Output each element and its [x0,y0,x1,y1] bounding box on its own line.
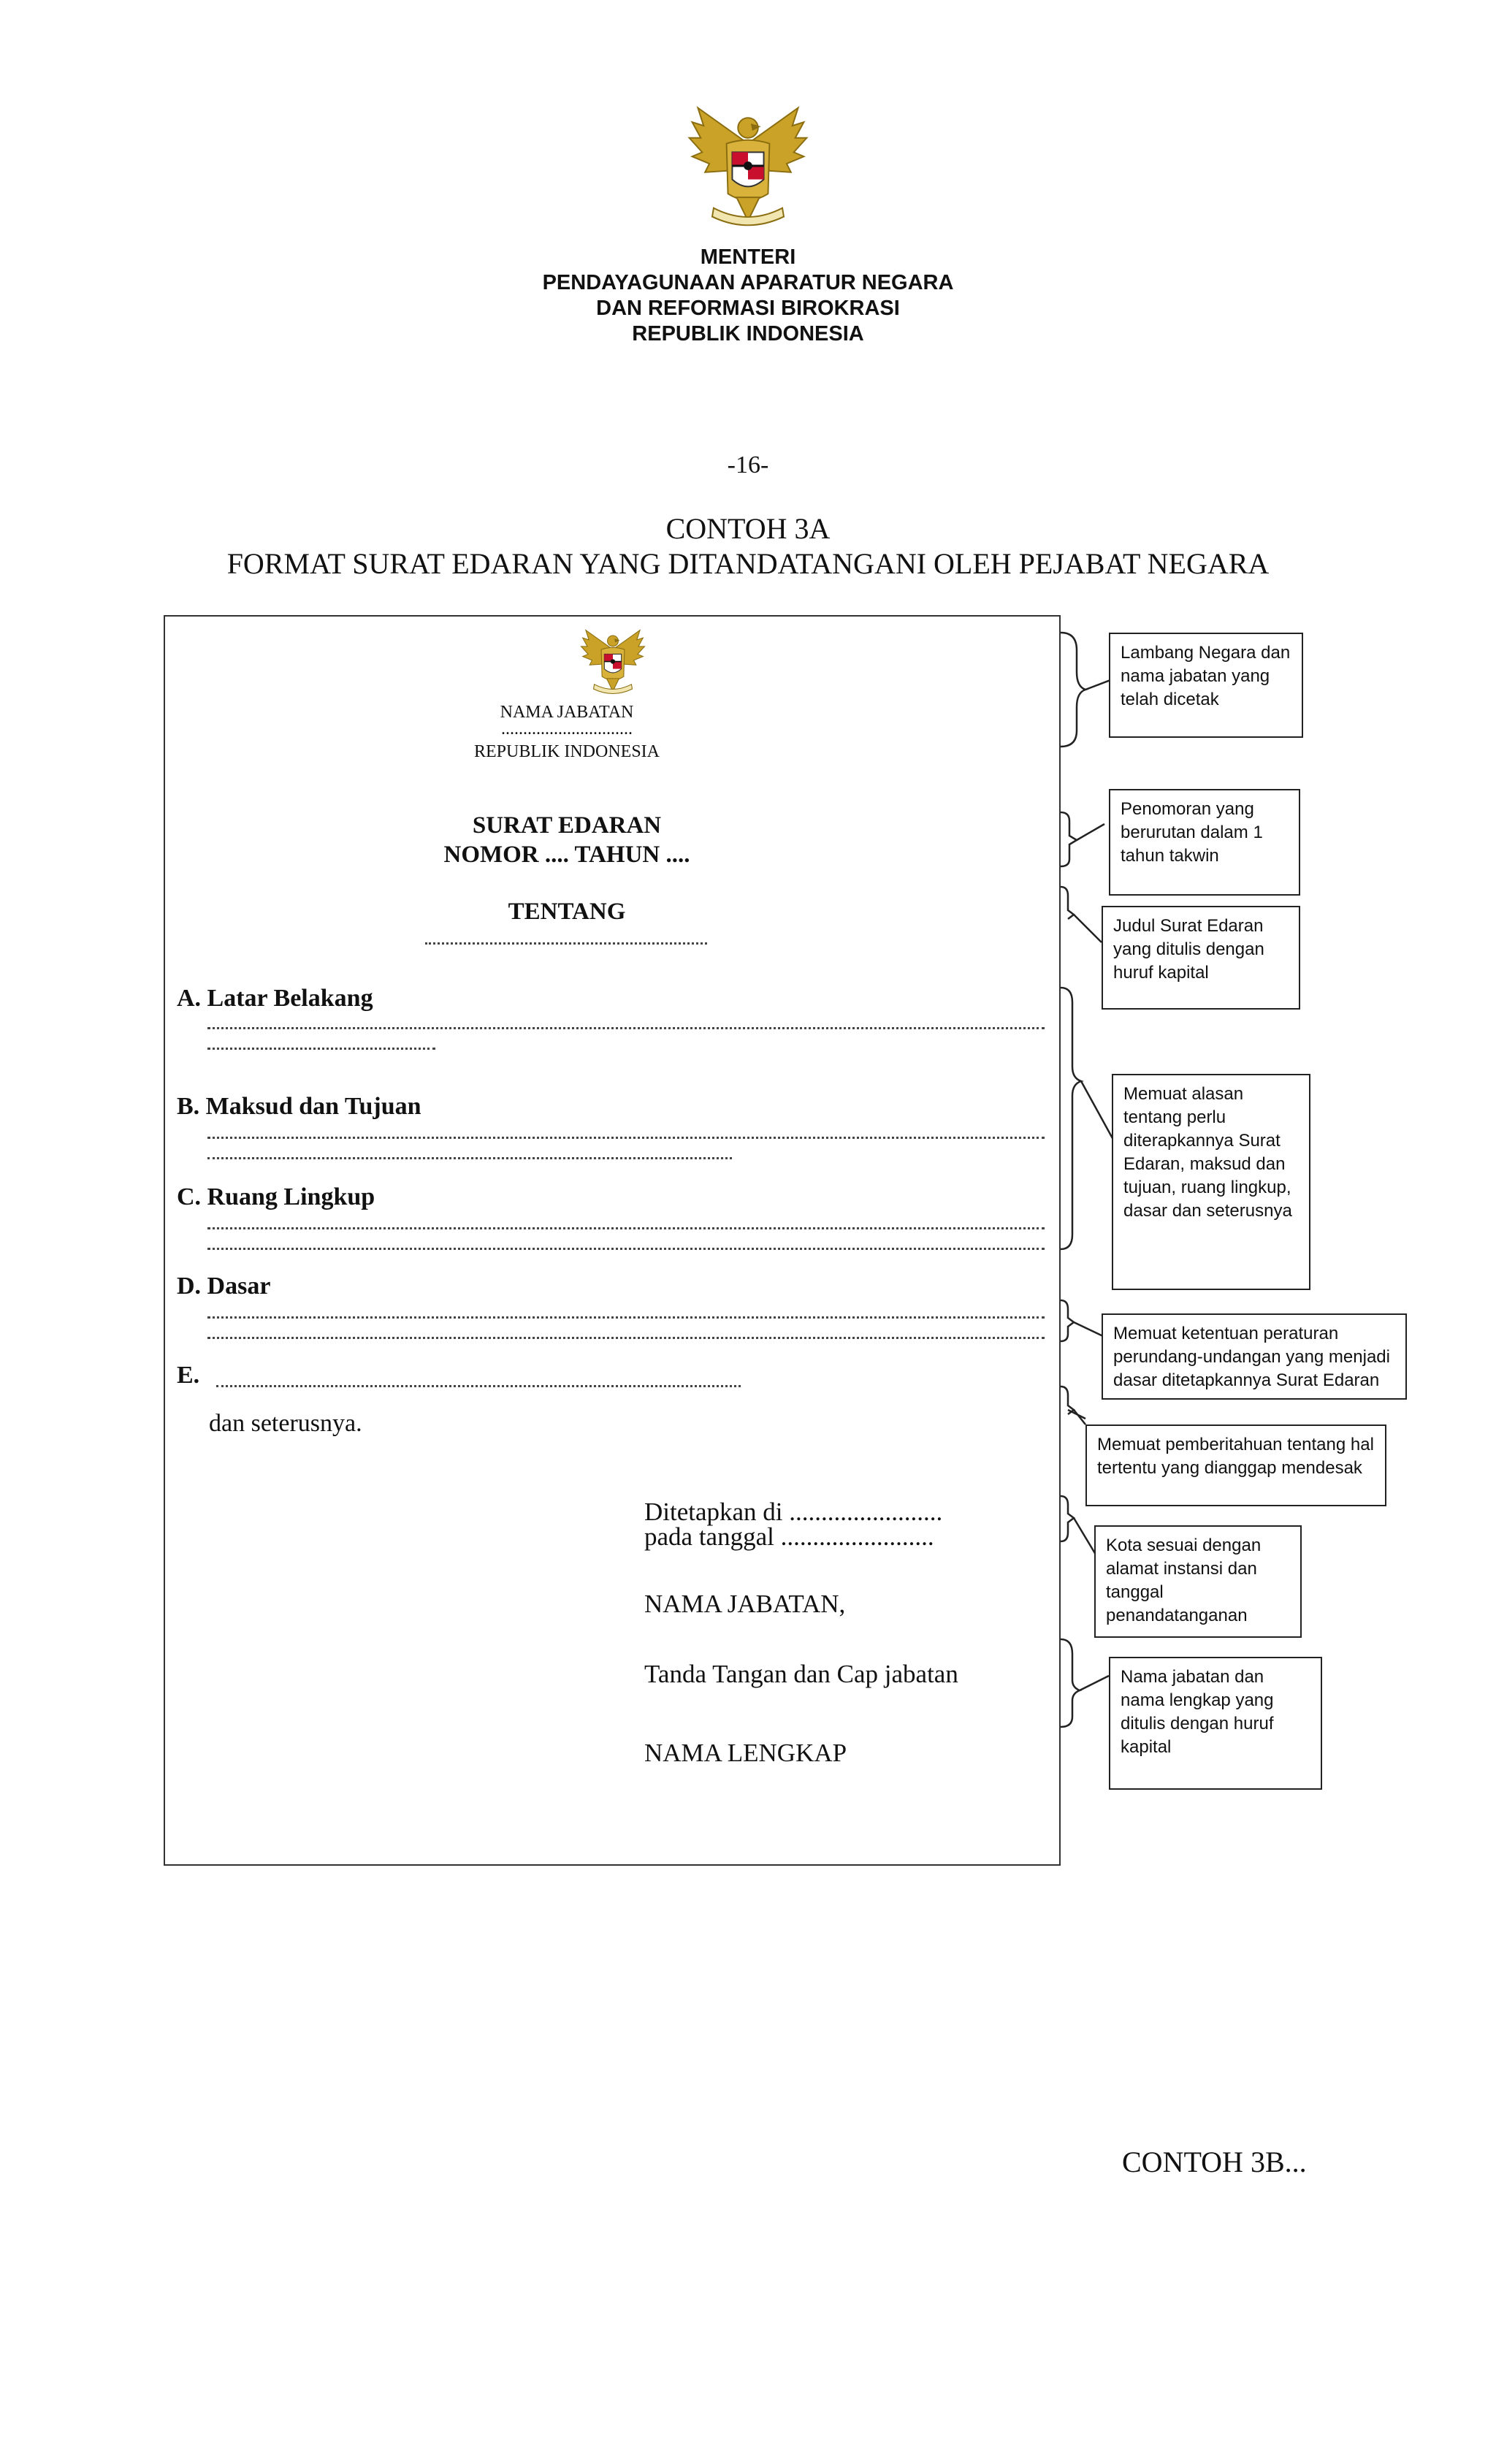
callout-emblem-note: Lambang Negara dan nama jabatan yang telah dicetak [1109,633,1303,738]
callout-legal-basis-note: Memuat ketentuan peraturan perundang-undangan yang menjadi dasar ditetapkannya Surat Edaran [1102,1313,1407,1400]
header-line-4: REPUBLIK INDONESIA [632,322,864,346]
callout-name-note: Nama jabatan dan nama lengkap yang ditulis dengan huruf kapital [1109,1657,1322,1790]
set-at-line: Ditetapkan di ........................ [644,1498,943,1526]
section-a-heading: A. Latar Belakang [177,985,373,1012]
header-line-2: PENDAYAGUNAAN APARATUR NEGARA [542,271,954,294]
date-line: pada tanggal ........................ [644,1522,934,1551]
callout-numbering-note: Penomoran yang berurutan dalam 1 tahun takwin [1109,789,1300,896]
letterhead-position: NAMA JABATAN [500,703,634,722]
section-d-heading: D. Dasar [177,1273,271,1300]
section-c-heading: C. Ruang Lingkup [177,1183,375,1210]
header-line-3: DAN REFORMASI BIROKRASI [596,297,900,320]
format-subtitle: FORMAT SURAT EDARAN YANG DITANDATANGANI OLEH PEJABAT NEGARA [226,547,1270,580]
section-e-heading: E. [177,1362,200,1389]
next-example-note: CONTOH 3B... [1122,2145,1307,2178]
doc-number: NOMOR .... TAHUN .... [443,842,690,868]
continuation-text: dan seterusnya. [209,1410,362,1437]
letterhead-country: REPUBLIK INDONESIA [474,742,660,761]
callout-city-date-note: Kota sesuai dengan alamat instansi dan tanggal penandatanganan [1094,1525,1302,1638]
sign-stamp-placeholder: Tanda Tangan dan Cap jabatan [644,1660,958,1688]
page-number: -16- [727,451,769,478]
signer-position: NAMA JABATAN, [644,1590,846,1618]
callout-urgent-note: Memuat pemberitahuan tentang hal tertentu yang dianggap mendesak [1085,1424,1386,1506]
section-b-heading: B. Maksud dan Tujuan [177,1093,421,1120]
header-line-1: MENTERI [700,245,796,269]
callout-sections-note: Memuat alasan tentang perlu diterapkannya Surat Edaran, maksud dan tujuan, ruang lingkup, dasar dan seterusnya [1112,1074,1310,1290]
doc-type: SURAT EDARAN [472,812,662,839]
callout-title-note: Judul Surat Edaran yang ditulis dengan huruf kapital [1102,906,1300,1010]
example-title: CONTOH 3A [665,512,831,545]
letterhead-dots: .............................. [501,720,633,739]
doc-about: TENTANG [508,899,626,925]
signer-full-name: NAMA LENGKAP [644,1739,847,1767]
